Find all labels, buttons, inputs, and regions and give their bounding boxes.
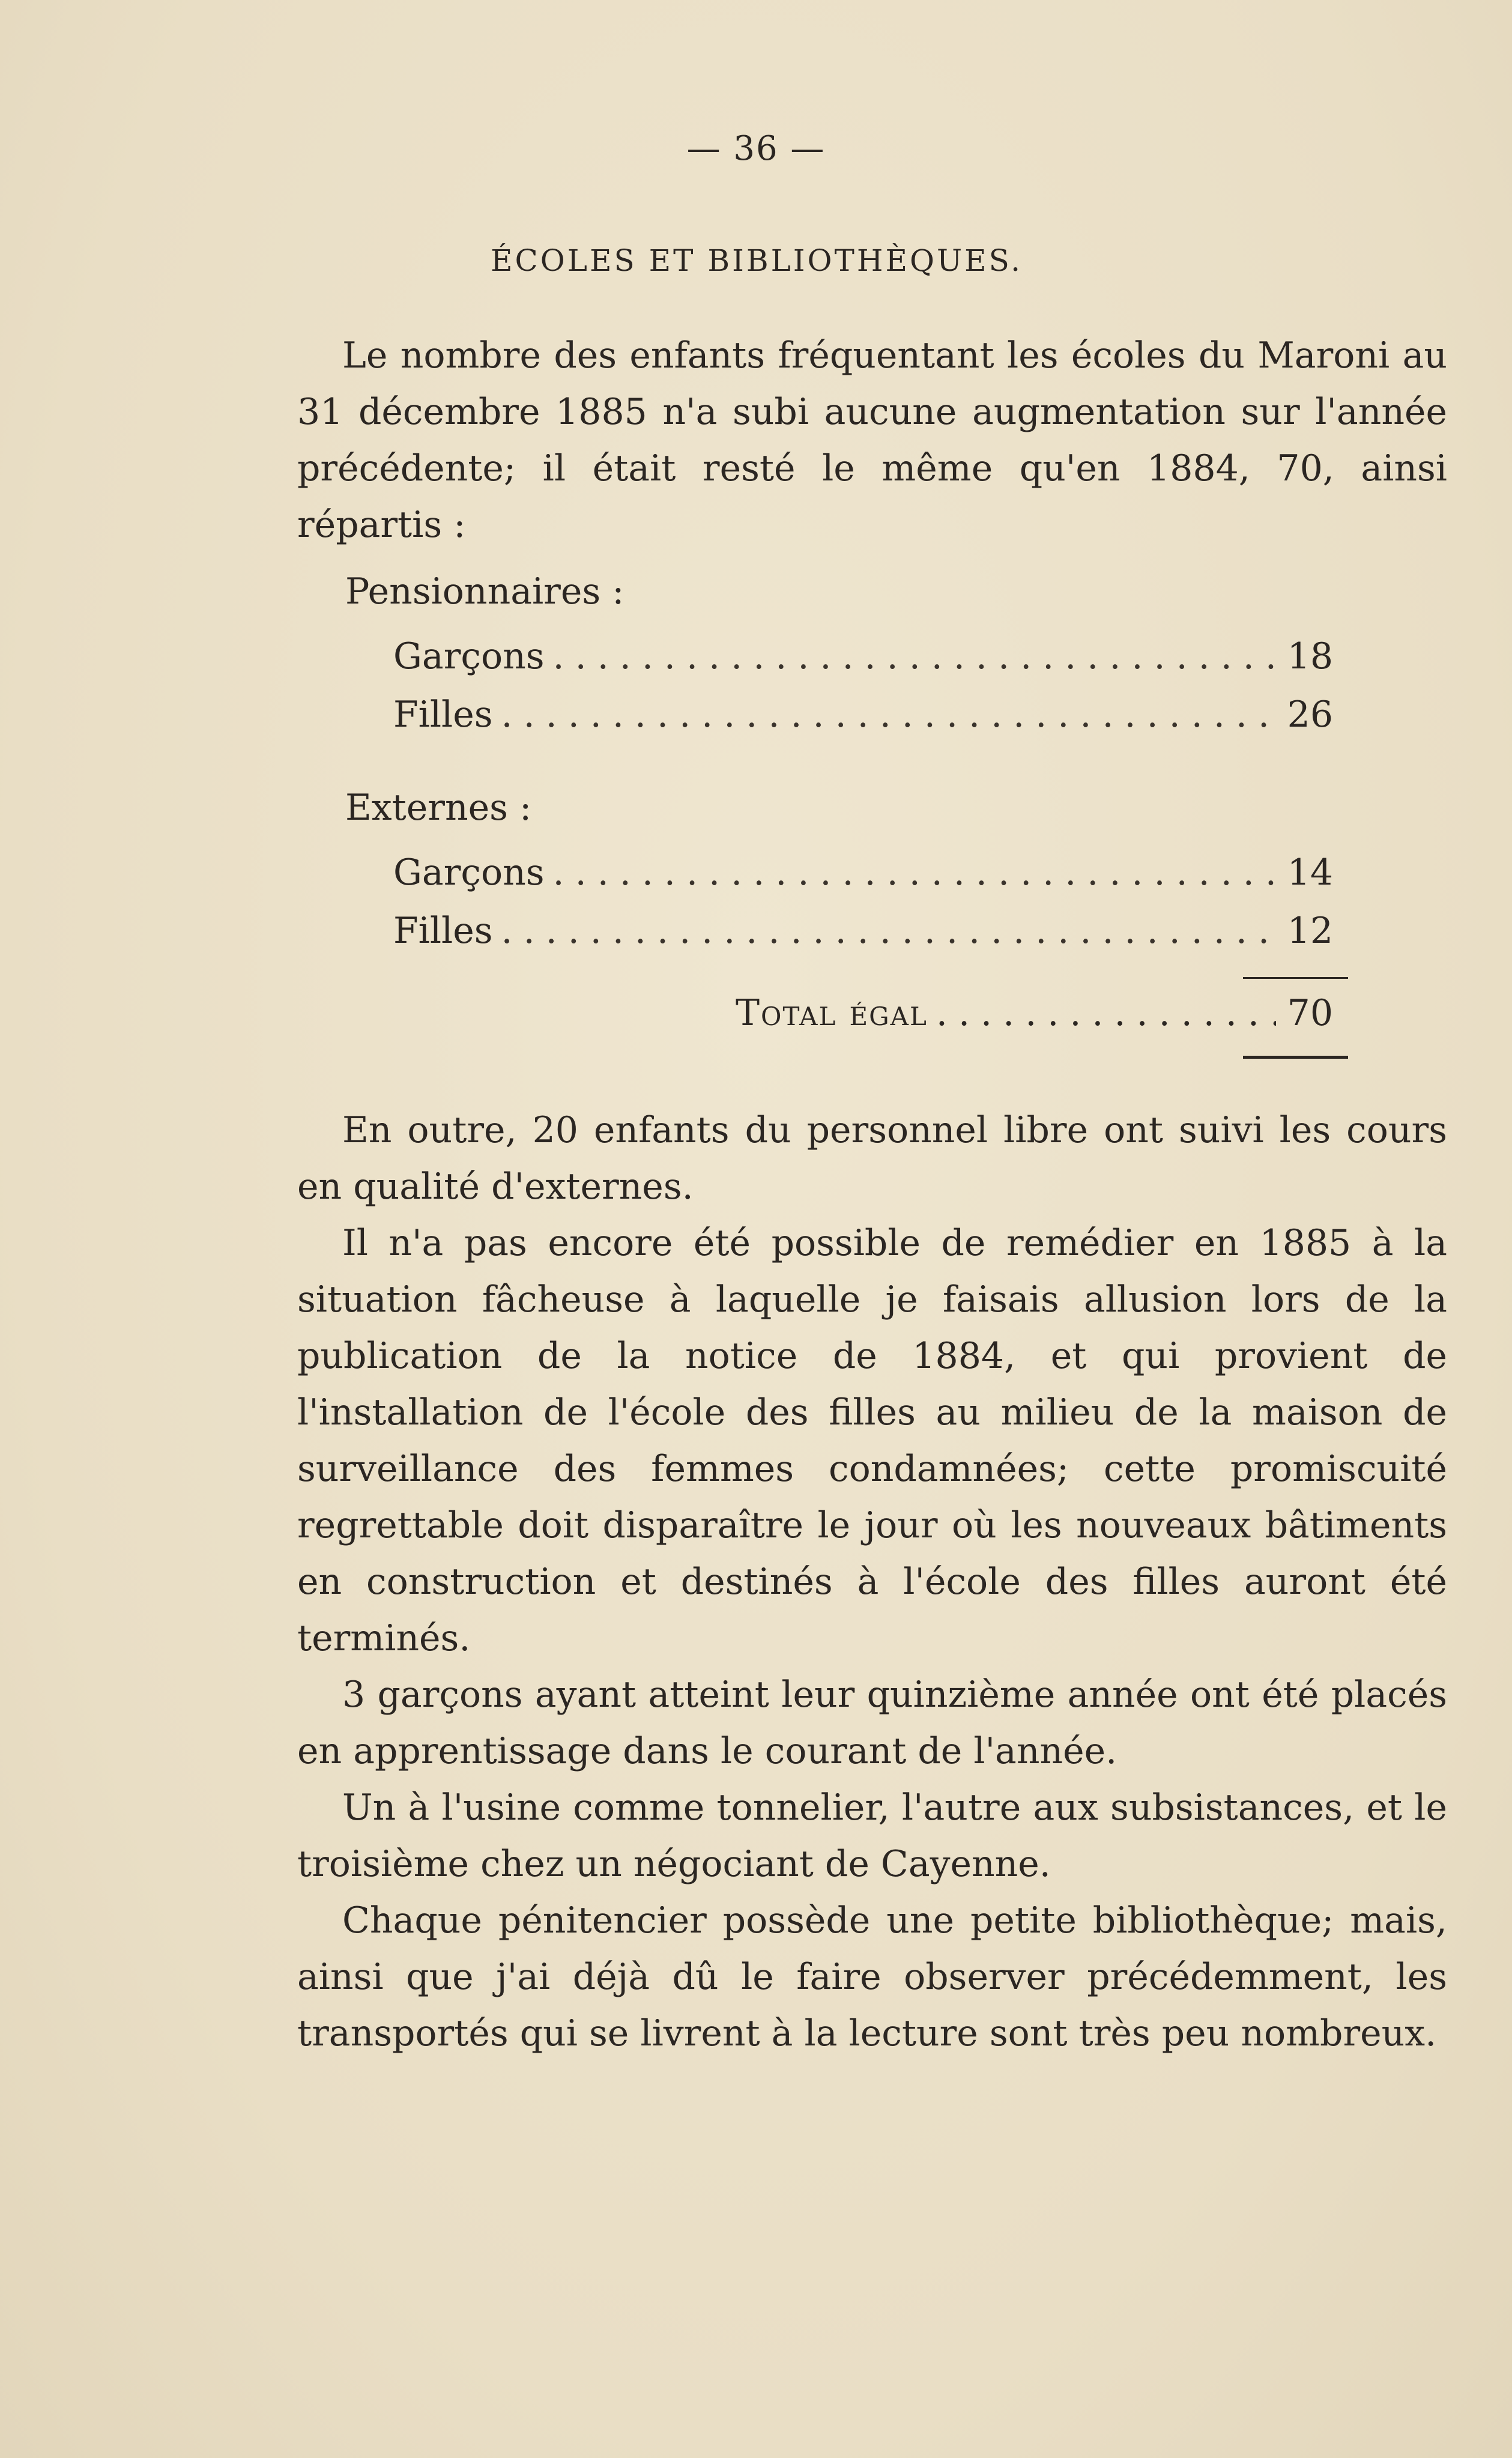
- row-value: 18: [1287, 635, 1333, 677]
- paragraph-externes: En outre, 20 enfants du personnel libre ont suivi les cours en qualité d'externes.: [297, 1109, 1447, 1208]
- section-title: ÉCOLES ET BIBLIOTHÈQUES.: [491, 243, 1023, 278]
- intro-paragraph-block: [297, 327, 1447, 553]
- row-value: 12: [1287, 910, 1333, 952]
- leader-dots: [928, 992, 1276, 1034]
- row-label: Filles: [393, 694, 493, 736]
- row-label: Filles: [393, 910, 493, 952]
- page-number: — 36 —: [686, 129, 826, 168]
- table-row-externes-filles: [393, 910, 1333, 952]
- row-label: Garçons: [393, 635, 545, 677]
- sum-rule-bottom: [1243, 1056, 1348, 1059]
- table-row-total: [736, 992, 1333, 1034]
- leader-dots: [493, 910, 1277, 952]
- leader-dots: [545, 635, 1276, 677]
- table-row-externes-garcons: [393, 852, 1333, 894]
- pensionnaires-label: Pensionnaires :: [345, 571, 624, 613]
- row-label: Garçons: [393, 852, 545, 894]
- externes-label: Externes :: [345, 787, 532, 829]
- sum-rule-top: [1243, 977, 1348, 979]
- table-row-pensionnaires-filles: [393, 694, 1333, 736]
- paragraph-situation: Il n'a pas encore été possible de remédier en 1885 à la situation fâcheuse à laquelle je faisais allusion lors de la publication de la notice de 1884, et qui provient de l'installation de l'école des filles au milieu de la maison de surveillance des femmes condamnées; cette promiscuité regrettable doit disparaître le jour où les nouveaux bâtiments en construction et destinés à l'école des filles auront été terminés.: [297, 1222, 1447, 1659]
- leader-dots: [493, 694, 1277, 736]
- body-text-block: [297, 1102, 1447, 2062]
- paragraph-bibliotheque: Chaque pénitencier possède une petite bibliothèque; mais, ainsi que j'ai déjà dû le faire observer précédemment, les transportés qui se livrent à la lecture sont très peu nombreux.: [297, 1900, 1447, 2054]
- row-value: 26: [1287, 694, 1333, 736]
- total-label: Total égal: [736, 992, 928, 1034]
- intro-paragraph: Le nombre des enfants fréquentant les écoles du Maroni au 31 décembre 1885 n'a subi aucune augmentation sur l'année précédente; il était resté le même qu'en 1884, 70, ainsi répartis :: [297, 334, 1447, 546]
- paragraph-apprentissage: 3 garçons ayant atteint leur quinzième année ont été placés en apprentissage dans le courant de l'année.: [297, 1674, 1447, 1772]
- row-value: 14: [1287, 852, 1333, 894]
- leader-dots: [545, 852, 1276, 894]
- table-row-pensionnaires-garcons: [393, 635, 1333, 677]
- paragraph-placements: Un à l'usine comme tonnelier, l'autre aux subsistances, et le troisième chez un négociant de Cayenne.: [297, 1787, 1447, 1885]
- total-value: 70: [1287, 992, 1333, 1034]
